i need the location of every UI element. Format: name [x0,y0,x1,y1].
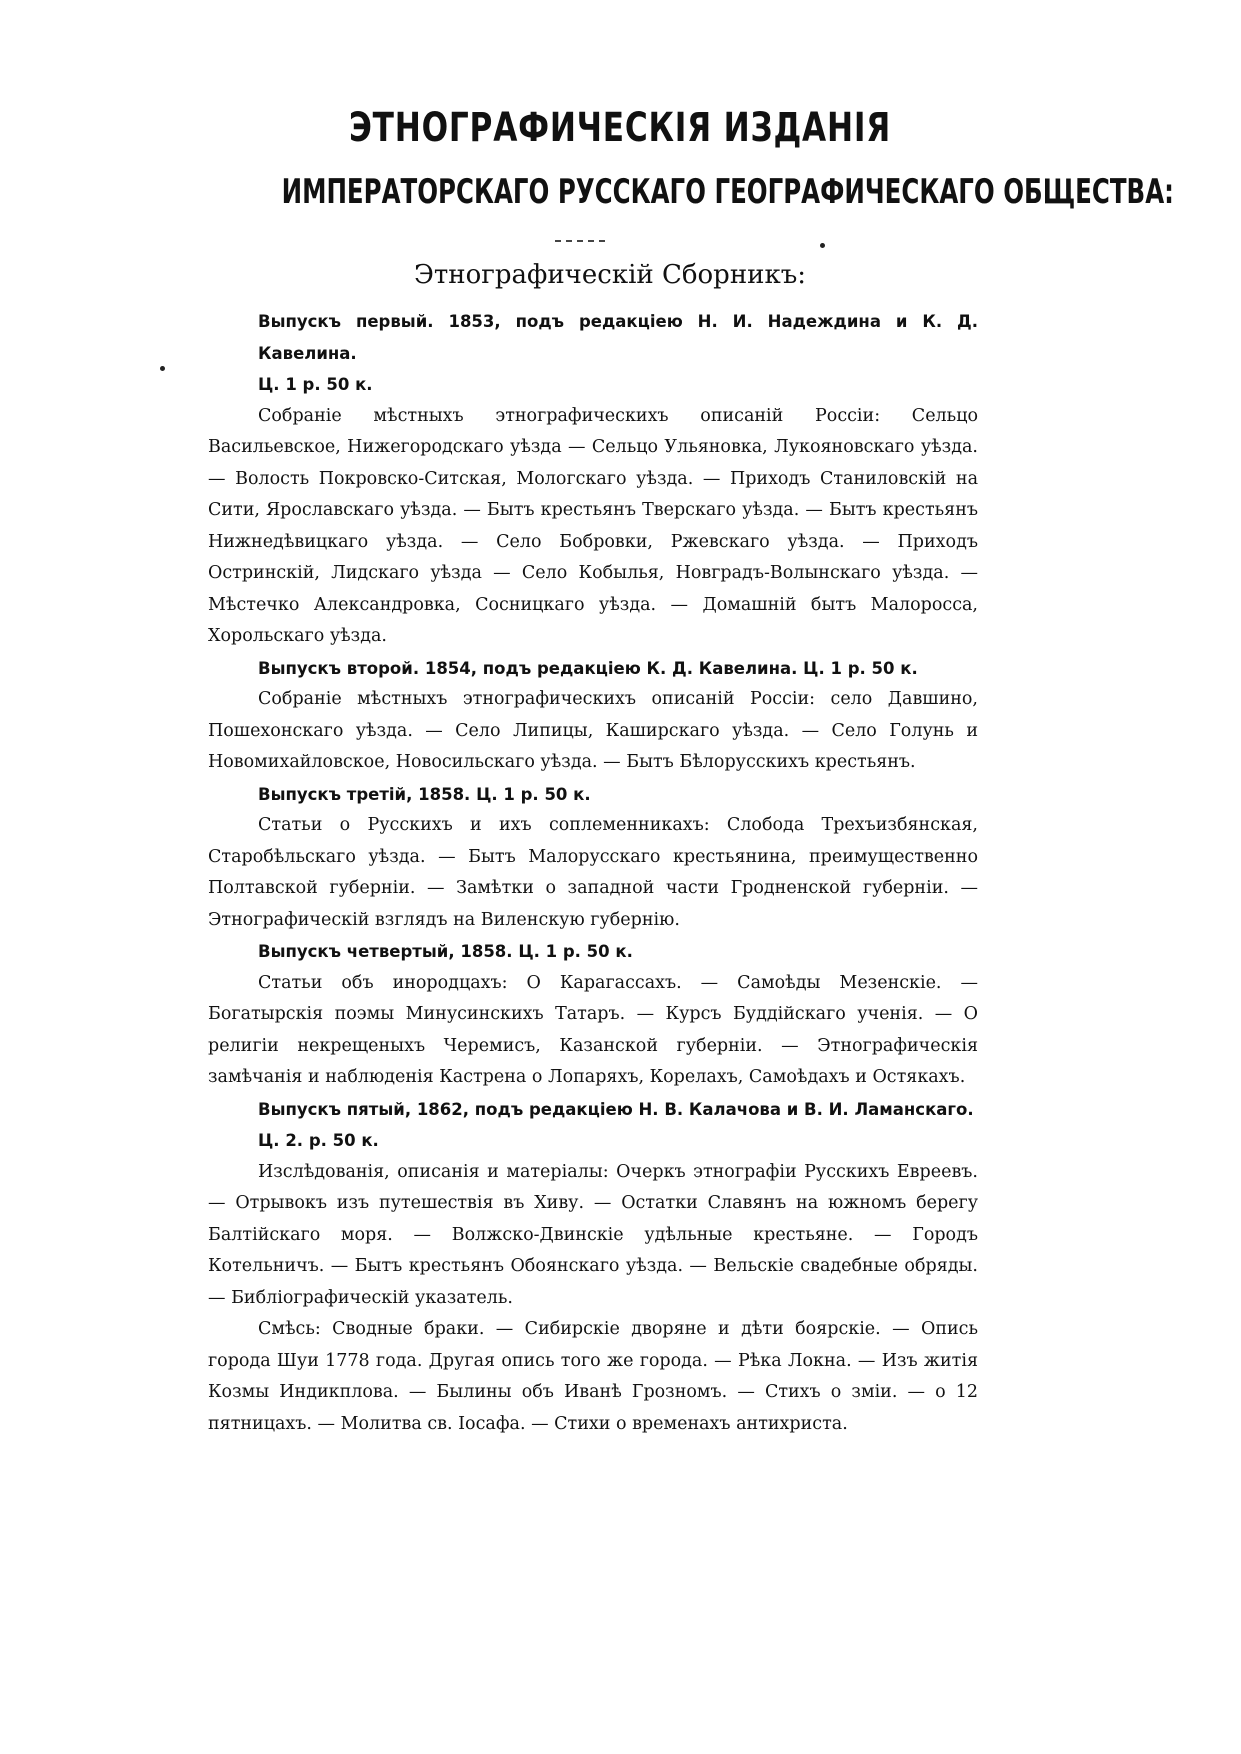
volume-price: Ц. 1 р. 50 к. [258,375,373,394]
volume-heading [208,779,978,811]
volume-price: Ц. 1 р. 50 к. [518,942,633,961]
section-title: Этнографическій Сборникъ: [413,260,807,290]
margin-mark [820,243,825,248]
volume-title: Выпускъ пятый, 1862, подъ редакціею Н. В. Калачова и В. И. Ламанскаго. [258,1099,974,1119]
volume-contents: Статьи объ инородцахъ: О Карагассахъ. — Самоѣды Мезенскіе. — Богатырскія поэмы Минусинскихъ Татаръ. — Курсъ Буддійскаго ученія. — О религіи некрещеныхъ Черемисъ, Казанской губерніи. — Этнографическія замѣчанія и наблюденія Кастрена о Лопаряхъ, Корелахъ, Самоѣдахъ и Остякахъ. [208,972,978,1087]
volume-title: Выпускъ второй. 1854, подъ редакціею К. Д. Кавелина. [258,658,798,678]
page-title: ЭТНОГРАФИЧЕСКІЯ ИЗДАНІЯ [348,105,892,151]
volume-contents: Собраніе мѣстныхъ этнографическихъ описаній Россіи: село Давшино, Пошехонскаго уѣзда. — Село Липицы, Каширскаго уѣзда. — Село Голунь и Новомихайловское, Новосильскаго уѣзда. — Бытъ Бѣлорусскихъ крестьянъ. [208,689,978,772]
volume-price: Ц. 1 р. 50 к. [476,784,591,804]
title-divider [555,240,605,242]
volume-heading [208,653,978,685]
volume-entry [208,936,978,1094]
volume-title: Выпускъ первый. 1853, подъ редакціею Н. И. Надеждина и К. Д. Кавелина. [258,312,978,363]
volume-title: Выпускъ третій, 1858. [258,784,471,804]
volume-heading [208,936,978,968]
margin-mark [160,366,165,371]
volume-list [208,306,978,1440]
volume-price: Ц. 1 р. 50 к. [803,658,918,678]
volume-price: Ц. 2. р. 50 к. [258,1131,379,1150]
volume-entry [208,779,978,937]
volume-entry [208,306,978,653]
volume-entry [208,1094,978,1441]
volume-title: Выпускъ четвертый, 1858. [258,942,513,961]
volume-heading [208,1094,978,1157]
volume-heading [208,306,978,401]
volume-miscellany: Смѣсь: Сводные браки. — Сибирскіе дворяне и дѣти боярскіе. — Опись города Шуи 1778 года. Другая опись того же города. — Рѣка Локна. — Изъ житія Козмы Индикплова. — Былины объ Иванѣ Грозномъ. — Стихъ о зміи. — о 12 пятницахъ. — Молитва св. Іосафа. — Стихи о временахъ антихриста. [208,1319,978,1434]
page-subtitle-society: ИМПЕРАТОРСКАГО РУССКАГО ГЕОГРАФИЧЕСКАГО ОБЩЕСТВА: [281,172,1174,212]
volume-contents: Изслѣдованія, описанія и матеріалы: Очеркъ этнографіи Русскихъ Евреевъ. — Отрывокъ изъ путешествія въ Хиву. — Остатки Славянъ на южномъ берегу Балтійскаго моря. — Волжско-Двинскіе удѣльные крестьяне. — Городъ Котельничъ. — Бытъ крестьянъ Обоянскаго уѣзда. — Вельскіе свадебные обряды. — Библіографическій указатель. [208,1161,978,1308]
volume-contents: Статьи о Русскихъ и ихъ соплеменникахъ: Слобода Трехъизбянская, Старобѣльскаго уѣзда. — Бытъ Малорусскаго крестьянина, преимущественно Полтавской губерніи. — Замѣтки о западной части Гродненской губерніи. — Этнографическій взглядъ на Виленскую губернію. [208,815,978,930]
volume-entry [208,653,978,779]
volume-contents: Собраніе мѣстныхъ этнографическихъ описаній Россіи: Сельцо Васильевское, Нижегородскаго уѣзда — Сельцо Ульяновка, Лукояновскаго уѣзда. — Волость Покровско-Ситская, Мологскаго уѣзда. — Приходъ Станиловскій на Сити, Ярославскаго уѣзда. — Бытъ крестьянъ Тверскаго уѣзда. — Бытъ крестьянъ Нижнедѣвицкаго уѣзда. — Село Бобровки, Ржевскаго уѣзда. — Приходъ Остринскій, Лидскаго уѣзда — Село Кобылья, Новградъ-Волынскаго уѣзда. — Мѣстечко Александровка, Сосницкаго уѣзда. — Домашній бытъ Малоросса, Хорольскаго уѣзда. [208,405,978,646]
